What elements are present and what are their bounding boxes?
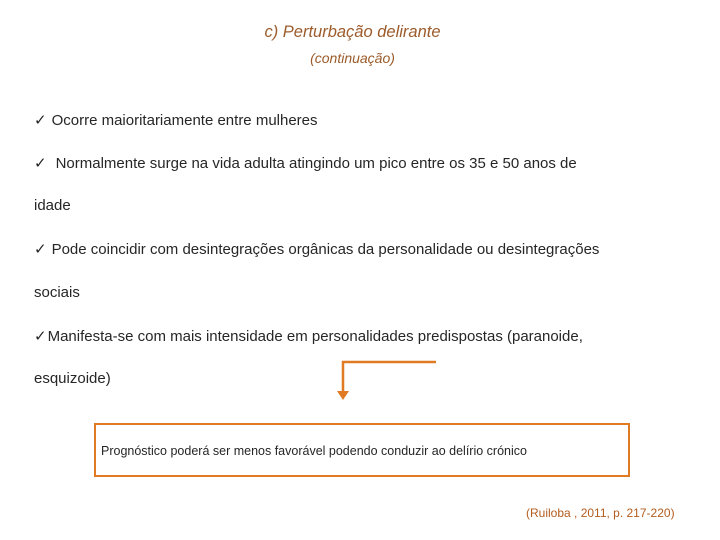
check-mark-icon: ✓ bbox=[34, 241, 47, 258]
reference-open-paren: ( bbox=[526, 506, 530, 520]
bullet-3-text: Pode coincidir com desintegrações orgânicas da personalidade ou desintegrações bbox=[51, 241, 600, 258]
bullet-3-continuation: sociais bbox=[34, 284, 80, 301]
reference-citation bbox=[526, 506, 675, 520]
reference-text: Ruiloba , 2011, p. 217-220 bbox=[530, 506, 671, 520]
prognosis-text: Prognóstico poderá ser menos favorável podendo conduzir ao delírio crónico bbox=[101, 444, 527, 458]
reference-close-paren: ) bbox=[670, 506, 675, 520]
bullet-2-text: Normalmente surge na vida adulta atingindo um pico entre os 35 e 50 anos de bbox=[55, 155, 577, 172]
bullet-1-text: Ocorre maioritariamente entre mulheres bbox=[51, 112, 318, 129]
slide-title: c) Perturbação delirante bbox=[264, 23, 441, 41]
bullet-4-text: Manifesta-se com mais intensidade em personalidades predispostas (paranoide, bbox=[47, 328, 583, 345]
bullet-4-continuation: esquizoide) bbox=[34, 370, 111, 387]
slide-subtitle: (continuação) bbox=[310, 50, 395, 66]
check-mark-icon: ✓ bbox=[34, 155, 47, 172]
check-mark-icon: ✓ bbox=[34, 112, 47, 129]
bullet-2-continuation: idade bbox=[34, 197, 71, 214]
check-mark-icon: ✓ bbox=[34, 328, 47, 345]
